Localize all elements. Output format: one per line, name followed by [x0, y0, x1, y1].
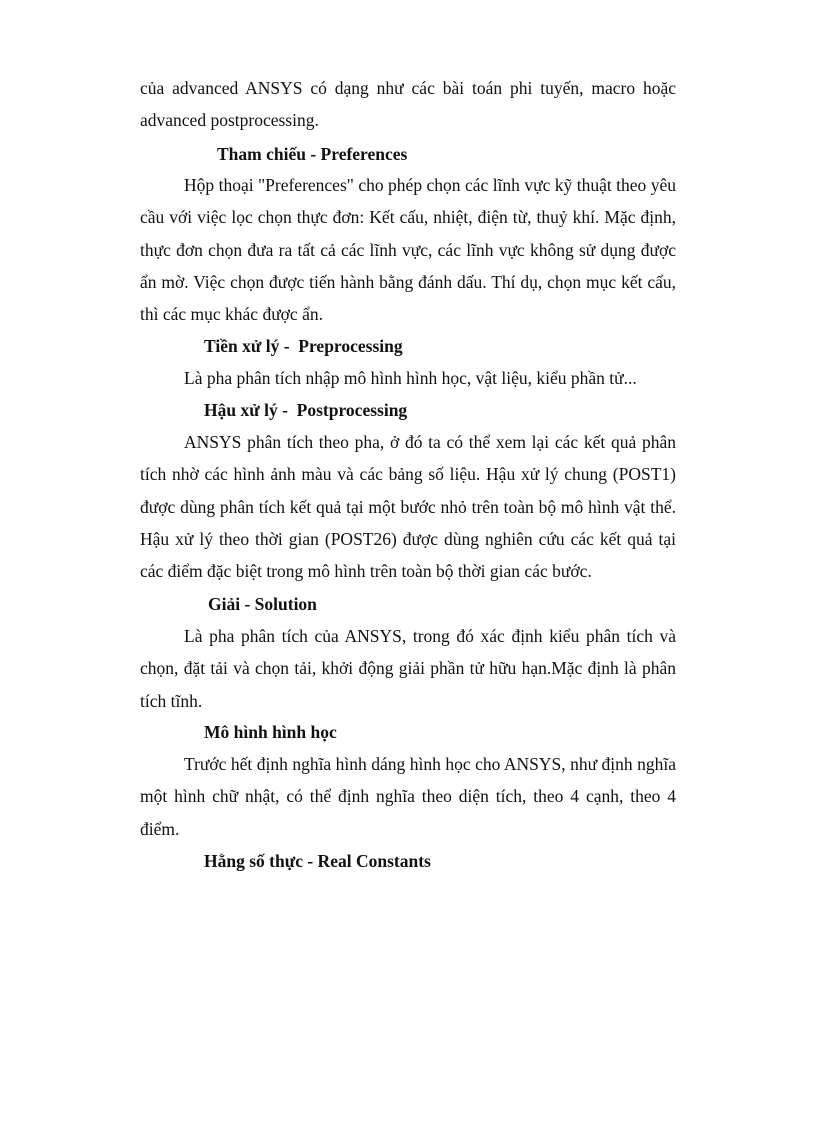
paragraph-preferences: Hộp thoại "Preferences" cho phép chọn các lĩnh vực kỹ thuật theo yêu cầu với việc lọc chọn thực đơn: Kết cấu, nhiệt, điện từ, thuỷ khí. Mặc định, thực đơn chọn đưa ra tất cả các lĩnh vực, các lĩnh vực không sử dụng được ẩn mờ. Việc chọn được tiến hành bằng đánh dấu. Thí dụ, chọn mục kết cấu, thì các mục khác được ẩn. — [140, 175, 676, 325]
paragraph-preprocessing: Là pha phân tích nhập mô hình hình học, vật liệu, kiểu phần tử... — [184, 368, 637, 388]
heading-postprocessing: Hậu xử lý - Postprocessing — [204, 400, 408, 420]
paragraph-geometric-model: Trước hết định nghĩa hình dáng hình học cho ANSYS, như định nghĩa một hình chữ nhật, có thể định nghĩa theo diện tích, theo 4 cạnh, theo 4 điểm. — [140, 754, 676, 839]
heading-real-constants: Hằng số thực - Real Constants — [204, 851, 431, 871]
heading-solution: Giải - Solution — [208, 594, 317, 614]
intro-paragraph: của advanced ANSYS có dạng như các bài toán phi tuyến, macro hoặc advanced postprocessing. — [140, 78, 676, 131]
paragraph-postprocessing: ANSYS phân tích theo pha, ở đó ta có thể xem lại các kết quả phân tích nhờ các hình ảnh màu và các bảng số liệu. Hậu xử lý chung (POST1) được dùng phân tích kết quả tại một bước nhỏ trên toàn bộ mô hình vật thể. Hậu xử lý theo thời gian (POST26) được dùng nghiên cứu các kết quả tại các điểm đặc biệt trong mô hình trên toàn bộ thời gian các bước. — [140, 432, 676, 582]
paragraph-solution: Là pha phân tích của ANSYS, trong đó xác định kiểu phân tích và chọn, đặt tải và chọn tải, khởi động giải phần tử hữu hạn.Mặc định là phân tích tĩnh. — [140, 626, 676, 711]
heading-geometric-model: Mô hình hình học — [204, 722, 337, 742]
heading-preprocessing: Tiền xử lý - Preprocessing — [204, 336, 403, 356]
heading-preferences: Tham chiếu - Preferences — [217, 144, 408, 164]
